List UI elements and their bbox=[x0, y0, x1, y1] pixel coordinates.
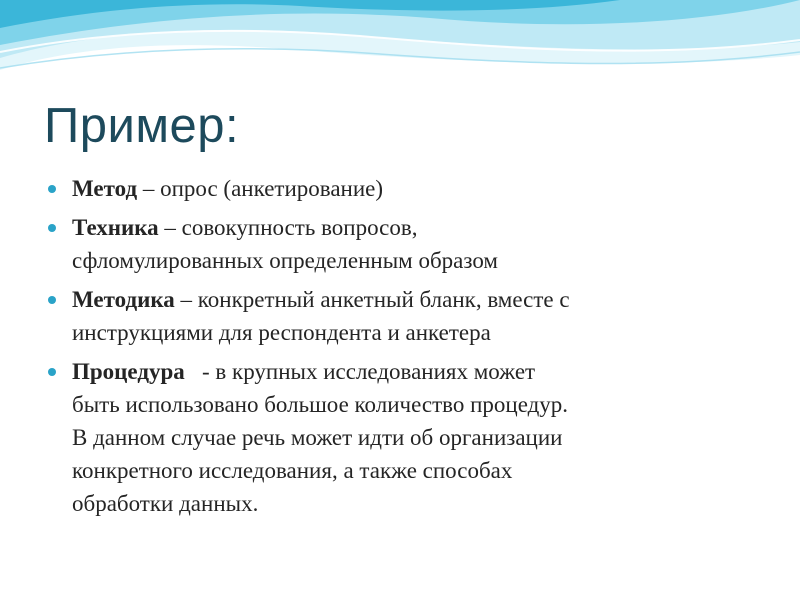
bullet-text bbox=[72, 172, 774, 205]
bullet-term: Методика bbox=[72, 287, 175, 312]
bullet-technique bbox=[44, 211, 774, 277]
bullet-dot-icon bbox=[48, 296, 56, 304]
bullet-method bbox=[44, 172, 774, 205]
bullet-text bbox=[72, 283, 774, 349]
bullet-line: обработки данных. bbox=[72, 491, 259, 516]
bullet-line: конкретного исследования, а также способах bbox=[72, 458, 513, 483]
header-wave-decoration bbox=[0, 0, 800, 110]
bullet-line: В данном случае речь может идти об организации bbox=[72, 425, 563, 450]
bullet-term: Метод bbox=[72, 176, 138, 201]
slide-title: Пример: bbox=[44, 99, 240, 153]
bullet-line: инструкциями для респондента и анкетера bbox=[72, 320, 491, 345]
bullet-line: – совокупность вопросов, bbox=[164, 215, 418, 240]
bullet-dot-icon bbox=[48, 368, 56, 376]
bullet-line: – конкретный анкетный бланк, вместе с bbox=[180, 287, 570, 312]
bullet-term: Процедура bbox=[72, 359, 185, 384]
bullet-term: Техника bbox=[72, 215, 159, 240]
bullet-text bbox=[72, 211, 774, 277]
bullet-procedure bbox=[44, 355, 774, 520]
bullet-line: сфломулированных определенным образом bbox=[72, 248, 498, 273]
bullet-methodology bbox=[44, 283, 774, 349]
bullet-line: быть использовано большое количество процедур. bbox=[72, 392, 569, 417]
bullet-dot-icon bbox=[48, 224, 56, 232]
bullet-line: – опрос (анкетирование) bbox=[142, 176, 384, 201]
bullet-line: - в крупных исследованиях может bbox=[190, 359, 536, 384]
bullet-dot-icon bbox=[48, 185, 56, 193]
bullet-text bbox=[72, 355, 774, 520]
bullet-list bbox=[44, 172, 774, 526]
